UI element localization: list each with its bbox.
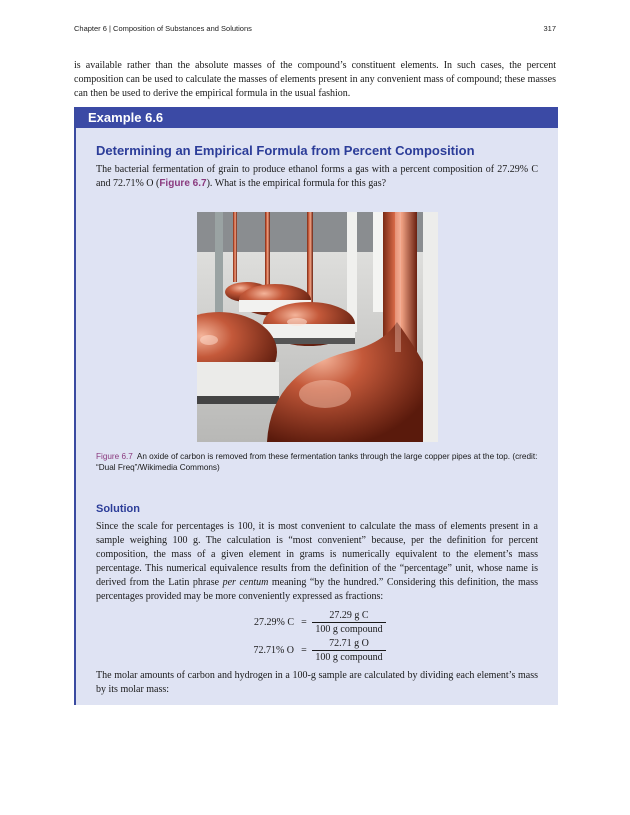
equation-lhs: 27.29% C — [254, 617, 294, 628]
figure-reference-link[interactable]: Figure 6.7 — [159, 178, 207, 189]
figure-label: Figure 6.7 — [96, 452, 133, 461]
example-label: Example 6.6 — [76, 107, 558, 128]
solution-text-start: Since the scale for percentages is 100, it is most convenient to calculate the mass of elements present in a sample weighing 100 g. The calculation is “most convenient” because, per the definition for percent composition, the mass of a given element in grams is numerically equivalent to the element’s mass percentage. This numerical equivalence results from the definition of the “percentage” unit, whose name is derived from the Latin phrase — [96, 521, 538, 588]
problem-text-end: ). What is the empirical formula for this gas? — [206, 178, 387, 189]
fraction — [312, 637, 386, 664]
example-box — [74, 107, 558, 705]
closing-paragraph: The molar amounts of carbon and hydrogen in a 100-g sample are calculated by dividing each element’s mass by its molar mass: — [96, 670, 538, 695]
figure-caption — [96, 451, 542, 473]
fermentation-tanks-photo — [197, 212, 438, 442]
fraction-denominator: 100 g compound — [312, 650, 386, 664]
problem-statement — [96, 163, 538, 191]
fraction-numerator: 27.29 g C — [329, 610, 369, 621]
fraction-numerator: 72.71 g O — [329, 638, 369, 649]
page-header — [74, 24, 556, 36]
fraction — [312, 609, 386, 636]
problem-text-start: The bacterial fermentation of grain to produce ethanol forms a gas with a percent composition of 27.29% C and 72.71% O ( — [96, 164, 538, 189]
page-number: 317 — [543, 24, 556, 33]
equation-oxygen — [76, 637, 558, 667]
chapter-title: Chapter 6 | Composition of Substances and Solutions — [74, 24, 252, 33]
equation-lhs: 72.71% O — [253, 645, 294, 656]
latin-phrase: per centum — [222, 577, 269, 588]
solution-heading: Solution — [96, 503, 140, 515]
equation-carbon — [76, 609, 558, 639]
intro-paragraph: is available rather than the absolute masses of the compound’s constituent elements. In such cases, the percent composition can be used to calculate the masses of elements present in any convenient mass of compound; these masses can then be used to derive the empirical formula in the usual fashion. — [74, 60, 556, 99]
equals-sign: = — [301, 617, 307, 628]
figure-caption-text: An oxide of carbon is removed from these fermentation tanks through the large copper pipes at the top. (credit: “Dual Freq”/Wikimedia Commons) — [96, 452, 538, 472]
fraction-denominator: 100 g compound — [312, 622, 386, 636]
example-title: Determining an Empirical Formula from Percent Composition — [96, 143, 475, 158]
equals-sign: = — [301, 645, 307, 656]
solution-text-end: meaning “by the hundred.” Considering this definition, the mass percentages provided may be more conveniently expressed as fractions: — [96, 577, 538, 602]
solution-paragraph — [96, 520, 538, 604]
fermentation-tanks-illustration — [197, 212, 438, 442]
